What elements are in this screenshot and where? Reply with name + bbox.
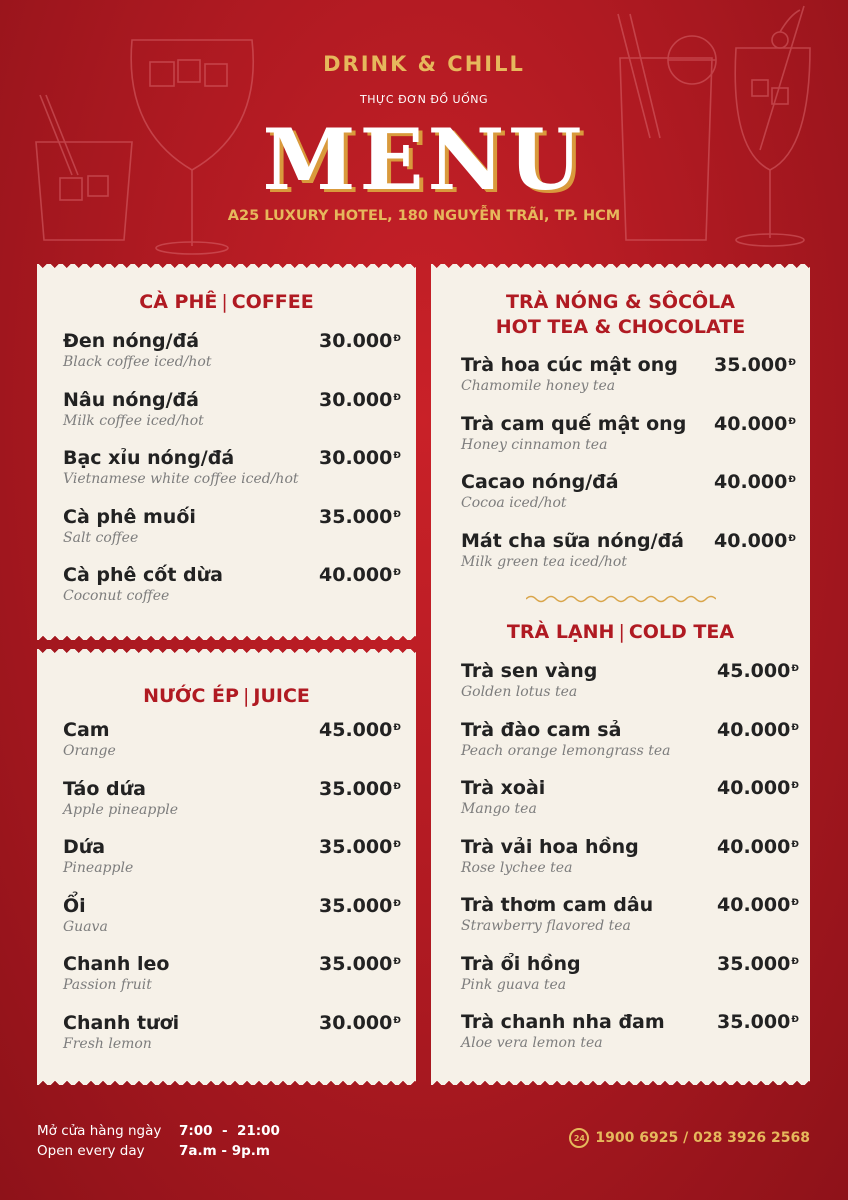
price-value: 30.000 xyxy=(319,447,393,469)
item-description: Honey cinnamon tea xyxy=(461,436,608,453)
price-value: 40.000 xyxy=(714,412,788,435)
menu-item xyxy=(63,446,406,489)
item-description: Black coffee iced/hot xyxy=(63,354,212,370)
title-divider: | xyxy=(618,621,625,643)
coffee-section-title xyxy=(37,290,416,315)
item-name: Trà cam quế mật ong xyxy=(461,412,687,435)
price-value: 35.000 xyxy=(319,894,393,917)
cold-tea-title-en: COLD TEA xyxy=(628,621,735,643)
item-price xyxy=(717,952,799,976)
item-description: Salt coffee xyxy=(63,529,139,546)
item-description: Strawberry flavored tea xyxy=(461,918,631,934)
currency-symbol: Đ xyxy=(788,358,796,368)
price-value: 40.000 xyxy=(717,777,791,799)
currency-symbol: Đ xyxy=(791,781,799,791)
menu-item xyxy=(63,777,406,820)
item-price xyxy=(319,563,401,587)
price-value: 35.000 xyxy=(714,354,788,376)
hot-tea-title-line2: HOT TEA & CHOCOLATE xyxy=(495,316,746,338)
item-description: Orange xyxy=(63,743,116,759)
item-name: Trà thơm cam dâu xyxy=(461,894,654,916)
hot-tea-section-title xyxy=(431,290,810,340)
item-description: Guava xyxy=(63,918,108,935)
item-name: Táo dứa xyxy=(63,777,146,800)
item-description: Chamomile honey tea xyxy=(461,378,616,394)
currency-symbol: Đ xyxy=(788,416,796,427)
menu-item xyxy=(461,835,800,878)
currency-symbol: Đ xyxy=(393,509,401,520)
juice-title-vn: NƯỚC ÉP xyxy=(143,685,239,707)
currency-symbol: Đ xyxy=(393,957,401,967)
menu-item xyxy=(63,835,406,878)
item-name: Bạc xỉu nóng/đá xyxy=(63,447,235,469)
coffee-card xyxy=(37,272,416,632)
price-value: 35.000 xyxy=(319,836,393,858)
title-divider: | xyxy=(221,291,228,313)
currency-symbol: Đ xyxy=(393,1015,401,1026)
item-description: Passion fruit xyxy=(63,977,152,993)
menu-item xyxy=(63,952,406,995)
menu-item xyxy=(63,1011,406,1054)
item-price xyxy=(714,353,796,377)
hotel-address: A25 LUXURY HOTEL, 180 NGUYỄN TRÃI, TP. HCM xyxy=(227,208,621,224)
coffee-title-en: COFFEE xyxy=(231,291,314,313)
menu-item xyxy=(461,470,800,513)
item-name: Trà xoài xyxy=(461,777,546,799)
menu-item xyxy=(461,718,800,761)
page-title: MENU xyxy=(262,110,586,209)
item-price xyxy=(717,718,799,742)
price-value: 40.000 xyxy=(714,471,788,493)
item-name: Chanh tươi xyxy=(63,1011,180,1034)
menu-item xyxy=(461,893,800,936)
price-value: 45.000 xyxy=(319,719,393,741)
phone-24-icon: 24 xyxy=(569,1128,589,1148)
price-value: 35.000 xyxy=(717,1011,791,1033)
item-name: Cà phê cốt dừa xyxy=(63,564,223,586)
subtitle: THỰC ĐƠN ĐỒ UỐNG xyxy=(359,93,489,106)
item-description: Coconut coffee xyxy=(63,588,170,604)
price-value: 30.000 xyxy=(319,330,393,352)
item-description: Milk green tea iced/hot xyxy=(461,553,627,570)
tea-card xyxy=(431,272,810,1077)
item-name: Trà chanh nha đam xyxy=(461,1011,665,1033)
item-name: Đen nóng/đá xyxy=(63,330,200,352)
menu-item xyxy=(461,1010,800,1053)
price-value: 40.000 xyxy=(717,894,791,916)
price-value: 40.000 xyxy=(717,835,791,858)
currency-symbol: Đ xyxy=(788,475,796,485)
price-value: 40.000 xyxy=(319,564,393,586)
tagline: DRINK & CHILL xyxy=(323,52,525,76)
item-price xyxy=(319,835,401,859)
hours-vn: 7:00 - 21:00 xyxy=(179,1123,280,1139)
item-price xyxy=(319,718,401,742)
price-value: 30.000 xyxy=(319,1011,393,1034)
item-description: Peach orange lemongrass tea xyxy=(461,742,671,759)
item-name: Cacao nóng/đá xyxy=(461,471,619,493)
currency-symbol: Đ xyxy=(393,392,401,403)
menu-item xyxy=(461,952,800,995)
contact-phones xyxy=(569,1128,810,1148)
currency-symbol: Đ xyxy=(393,334,401,344)
price-value: 35.000 xyxy=(319,777,393,800)
title-divider: | xyxy=(242,685,250,707)
currency-symbol: Đ xyxy=(788,533,796,544)
currency-symbol: Đ xyxy=(393,898,401,909)
currency-symbol: Đ xyxy=(393,568,401,578)
item-price xyxy=(714,412,796,436)
item-price xyxy=(319,505,401,529)
juice-section-title xyxy=(37,684,416,709)
price-value: 40.000 xyxy=(717,718,791,741)
item-price xyxy=(717,893,799,917)
item-description: Milk coffee iced/hot xyxy=(63,412,204,429)
item-name: Trà sen vàng xyxy=(461,660,598,682)
currency-symbol: Đ xyxy=(791,898,799,908)
item-description: Golden lotus tea xyxy=(461,684,578,700)
item-description: Cocoa iced/hot xyxy=(461,495,567,511)
currency-symbol: Đ xyxy=(393,723,401,733)
currency-symbol: Đ xyxy=(791,664,799,674)
currency-symbol: Đ xyxy=(791,1015,799,1025)
menu-item xyxy=(63,329,406,372)
menu-item xyxy=(63,894,406,937)
phone-numbers[interactable]: 1900 6925 / 028 3926 2568 xyxy=(595,1130,810,1146)
currency-symbol: Đ xyxy=(393,781,401,792)
price-value: 40.000 xyxy=(714,529,788,552)
item-name: Nâu nóng/đá xyxy=(63,388,199,411)
item-price xyxy=(319,952,401,976)
item-name: Trà hoa cúc mật ong xyxy=(461,354,678,376)
opening-hours xyxy=(37,1121,280,1161)
currency-symbol: Đ xyxy=(791,839,799,850)
hot-tea-title-line1: TRÀ NÓNG & SÔCÔLA xyxy=(505,291,735,313)
item-name: Trà ổi hồng xyxy=(461,952,581,975)
item-price xyxy=(319,329,401,353)
hours-en: 7a.m - 9p.m xyxy=(179,1143,270,1159)
cold-tea-title-vn: TRÀ LẠNH xyxy=(506,621,615,643)
hours-label-vn: Mở cửa hàng ngày xyxy=(37,1123,162,1139)
menu-item xyxy=(461,529,800,572)
item-name: Trà vải hoa hồng xyxy=(461,835,639,858)
item-name: Cà phê muối xyxy=(63,505,196,528)
item-price xyxy=(717,659,799,683)
item-description: Rose lychee tea xyxy=(461,859,573,876)
item-name: Mát cha sữa nóng/đá xyxy=(461,529,684,552)
item-price xyxy=(714,529,796,553)
price-value: 35.000 xyxy=(717,952,791,975)
menu-item xyxy=(461,412,800,455)
item-description: Apple pineapple xyxy=(63,801,179,818)
item-name: Dứa xyxy=(63,836,106,858)
currency-symbol: Đ xyxy=(393,840,401,850)
item-description: Pink guava tea xyxy=(461,976,567,993)
currency-symbol: Đ xyxy=(393,451,401,461)
juice-title-en: JUICE xyxy=(253,685,310,707)
item-description: Aloe vera lemon tea xyxy=(461,1035,603,1051)
item-price xyxy=(319,777,401,801)
item-description: Vietnamese white coffee iced/hot xyxy=(63,471,299,487)
price-value: 45.000 xyxy=(717,660,791,682)
item-description: Pineapple xyxy=(63,860,134,876)
item-price xyxy=(717,776,799,800)
item-price xyxy=(319,446,401,470)
item-description: Fresh lemon xyxy=(63,1035,152,1052)
item-price xyxy=(319,1011,401,1035)
price-value: 30.000 xyxy=(319,388,393,411)
menu-item xyxy=(461,659,800,702)
menu-item xyxy=(461,776,800,819)
item-name: Chanh leo xyxy=(63,953,170,975)
price-value: 35.000 xyxy=(319,953,393,975)
coffee-title-vn: CÀ PHÊ xyxy=(139,291,218,313)
item-name: Ổi xyxy=(63,894,86,917)
currency-symbol: Đ xyxy=(791,956,799,967)
hours-label-en: Open every day xyxy=(37,1143,145,1159)
menu-item xyxy=(63,505,406,548)
menu-item xyxy=(63,718,406,761)
menu-item xyxy=(461,353,800,396)
wave-divider xyxy=(526,594,716,604)
cold-tea-section-title xyxy=(431,620,810,645)
price-value: 35.000 xyxy=(319,505,393,528)
item-name: Cam xyxy=(63,719,110,741)
item-name: Trà đào cam sả xyxy=(461,718,622,741)
item-price xyxy=(717,835,799,859)
juice-card xyxy=(37,657,416,1077)
item-description: Mango tea xyxy=(461,801,537,817)
menu-item xyxy=(63,388,406,431)
item-price xyxy=(319,388,401,412)
currency-symbol: Đ xyxy=(791,722,799,733)
item-price xyxy=(319,894,401,918)
item-price xyxy=(717,1010,799,1034)
menu-item xyxy=(63,563,406,606)
item-price xyxy=(714,470,796,494)
